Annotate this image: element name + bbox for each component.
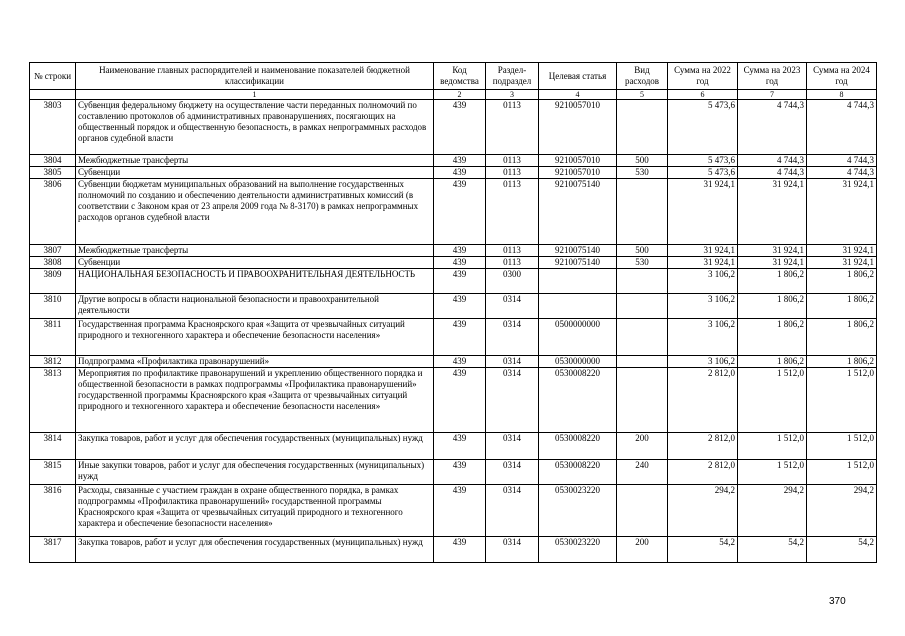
expense-type-cell: 500 (617, 155, 668, 167)
row-name-cell: НАЦИОНАЛЬНАЯ БЕЗОПАСНОСТЬ И ПРАВООХРАНИТЕЛЬНАЯ ДЕЯТЕЛЬНОСТЬ (76, 269, 434, 294)
header-target-item: Целевая статья (539, 63, 617, 90)
row-number-cell: 3810 (30, 294, 76, 319)
expense-type-cell: 500 (617, 245, 668, 257)
row-name-cell: Иные закупки товаров, работ и услуг для обеспечения государственных (муниципальных) нужд (76, 460, 434, 485)
row-number-cell: 3815 (30, 460, 76, 485)
header-department-code: Код ведомства (434, 63, 486, 90)
row-name-cell: Расходы, связанные с участием граждан в охране общественного порядка, в рамках подпрограммы «Профилактика правонарушений» государственной программы Красноярского края «Защита от чрезвычайных ситуаций природного и техногенного характера и обеспечение безопасности населения» (76, 485, 434, 537)
table-row (30, 100, 877, 155)
table-row (30, 167, 877, 179)
column-number-row (30, 90, 877, 100)
table-row (30, 356, 877, 368)
sum-2024-cell: 31 924,1 (807, 179, 877, 245)
expense-type-cell (617, 179, 668, 245)
sum-2024-cell: 1 512,0 (807, 433, 877, 460)
header-row (30, 63, 877, 90)
department-code-cell: 439 (434, 245, 486, 257)
row-number-cell: 3811 (30, 319, 76, 356)
column-number: 6 (668, 90, 738, 100)
section-code-cell: 0300 (486, 269, 539, 294)
row-name-cell: Субвенции (76, 167, 434, 179)
table-row (30, 179, 877, 245)
sum-2023-cell: 1 806,2 (738, 269, 807, 294)
department-code-cell: 439 (434, 319, 486, 356)
row-number-cell: 3809 (30, 269, 76, 294)
department-code-cell: 439 (434, 167, 486, 179)
column-number: 3 (486, 90, 539, 100)
column-number: 2 (434, 90, 486, 100)
target-item-cell: 0530023220 (539, 537, 617, 563)
target-item-cell: 9210075140 (539, 179, 617, 245)
sum-2022-cell: 3 106,2 (668, 269, 738, 294)
sum-2022-cell: 31 924,1 (668, 179, 738, 245)
sum-2023-cell: 294,2 (738, 485, 807, 537)
section-code-cell: 0314 (486, 356, 539, 368)
target-item-cell (539, 269, 617, 294)
table-row (30, 155, 877, 167)
target-item-cell: 0530008220 (539, 433, 617, 460)
table-row (30, 485, 877, 537)
sum-2024-cell: 4 744,3 (807, 155, 877, 167)
sum-2024-cell: 1 512,0 (807, 460, 877, 485)
sum-2023-cell: 4 744,3 (738, 155, 807, 167)
target-item-cell: 9210075140 (539, 245, 617, 257)
sum-2023-cell: 31 924,1 (738, 245, 807, 257)
column-number: 1 (76, 90, 434, 100)
sum-2023-cell: 1 806,2 (738, 294, 807, 319)
department-code-cell: 439 (434, 155, 486, 167)
section-code-cell: 0314 (486, 485, 539, 537)
section-code-cell: 0314 (486, 294, 539, 319)
expense-type-cell (617, 368, 668, 433)
budget-table (29, 62, 877, 563)
sum-2022-cell: 2 812,0 (668, 460, 738, 485)
header-sum-2023: Сумма на 2023 год (738, 63, 807, 90)
row-name-cell: Государственная программа Красноярского края «Защита от чрезвычайных ситуаций природного и техногенного характера и обеспечение безопасности населения» (76, 319, 434, 356)
row-name-cell: Подпрограмма «Профилактика правонарушений» (76, 356, 434, 368)
sum-2023-cell: 1 512,0 (738, 368, 807, 433)
row-number-cell: 3816 (30, 485, 76, 537)
expense-type-cell: 200 (617, 537, 668, 563)
row-number-cell: 3807 (30, 245, 76, 257)
sum-2024-cell: 4 744,3 (807, 167, 877, 179)
table-row (30, 269, 877, 294)
row-number-cell: 3803 (30, 100, 76, 155)
target-item-cell: 0530008220 (539, 460, 617, 485)
section-code-cell: 0314 (486, 460, 539, 485)
column-number: 8 (807, 90, 877, 100)
sum-2024-cell: 1 806,2 (807, 269, 877, 294)
expense-type-cell: 530 (617, 167, 668, 179)
column-number (30, 90, 76, 100)
table-row (30, 368, 877, 433)
sum-2022-cell: 31 924,1 (668, 257, 738, 269)
expense-type-cell (617, 100, 668, 155)
table-row (30, 319, 877, 356)
section-code-cell: 0113 (486, 167, 539, 179)
department-code-cell: 439 (434, 460, 486, 485)
table-row (30, 257, 877, 269)
department-code-cell: 439 (434, 179, 486, 245)
sum-2024-cell: 31 924,1 (807, 245, 877, 257)
row-name-cell: Закупка товаров, работ и услуг для обеспечения государственных (муниципальных) нужд (76, 433, 434, 460)
expense-type-cell (617, 319, 668, 356)
sum-2023-cell: 4 744,3 (738, 100, 807, 155)
sum-2022-cell: 5 473,6 (668, 167, 738, 179)
department-code-cell: 439 (434, 433, 486, 460)
sum-2022-cell: 31 924,1 (668, 245, 738, 257)
header-name: Наименование главных распорядителей и наименование показателей бюджетной классификации (76, 63, 434, 90)
sum-2024-cell: 1 806,2 (807, 356, 877, 368)
department-code-cell: 439 (434, 356, 486, 368)
department-code-cell: 439 (434, 537, 486, 563)
column-number: 7 (738, 90, 807, 100)
table-body (30, 100, 877, 563)
row-name-cell: Закупка товаров, работ и услуг для обеспечения государственных (муниципальных) нужд (76, 537, 434, 563)
row-name-cell: Межбюджетные трансферты (76, 245, 434, 257)
row-number-cell: 3817 (30, 537, 76, 563)
sum-2024-cell: 54,2 (807, 537, 877, 563)
sum-2022-cell: 54,2 (668, 537, 738, 563)
table-row (30, 245, 877, 257)
header-sum-2024: Сумма на 2024 год (807, 63, 877, 90)
sum-2024-cell: 31 924,1 (807, 257, 877, 269)
sum-2022-cell: 2 812,0 (668, 368, 738, 433)
sum-2024-cell: 294,2 (807, 485, 877, 537)
section-code-cell: 0314 (486, 537, 539, 563)
department-code-cell: 439 (434, 368, 486, 433)
sum-2023-cell: 1 512,0 (738, 460, 807, 485)
sum-2023-cell: 31 924,1 (738, 179, 807, 245)
sum-2022-cell: 5 473,6 (668, 100, 738, 155)
department-code-cell: 439 (434, 269, 486, 294)
section-code-cell: 0113 (486, 257, 539, 269)
target-item-cell: 0500000000 (539, 319, 617, 356)
table-row (30, 460, 877, 485)
section-code-cell: 0113 (486, 100, 539, 155)
row-name-cell: Другие вопросы в области национальной безопасности и правоохранительной деятельности (76, 294, 434, 319)
expense-type-cell (617, 356, 668, 368)
row-name-cell: Субвенции (76, 257, 434, 269)
department-code-cell: 439 (434, 294, 486, 319)
header-section: Раздел-подраздел (486, 63, 539, 90)
sum-2022-cell: 3 106,2 (668, 294, 738, 319)
target-item-cell: 9210075140 (539, 257, 617, 269)
row-number-cell: 3808 (30, 257, 76, 269)
row-number-cell: 3812 (30, 356, 76, 368)
row-name-cell: Мероприятия по профилактике правонарушений и укреплению общественного порядка и общественной безопасности в рамках подпрограммы «Профилактика правонарушений» государственной программы Красноярского края «Защита от чрезвычайных ситуаций природного и техногенного характера и обеспечение безопасности населения» (76, 368, 434, 433)
column-number: 5 (617, 90, 668, 100)
sum-2023-cell: 1 806,2 (738, 356, 807, 368)
table-row (30, 294, 877, 319)
sum-2024-cell: 1 806,2 (807, 319, 877, 356)
row-number-cell: 3805 (30, 167, 76, 179)
sum-2023-cell: 1 806,2 (738, 319, 807, 356)
header-sum-2022: Сумма на 2022 год (668, 63, 738, 90)
sum-2022-cell: 294,2 (668, 485, 738, 537)
sum-2024-cell: 4 744,3 (807, 100, 877, 155)
row-number-cell: 3813 (30, 368, 76, 433)
expense-type-cell (617, 269, 668, 294)
target-item-cell: 0530000000 (539, 356, 617, 368)
target-item-cell: 0530008220 (539, 368, 617, 433)
row-name-cell: Межбюджетные трансферты (76, 155, 434, 167)
sum-2022-cell: 3 106,2 (668, 356, 738, 368)
header-row-number: № строки (30, 63, 76, 90)
page-number: 370 (829, 596, 846, 607)
table-row (30, 433, 877, 460)
header-expense-type: Вид расходов (617, 63, 668, 90)
table-row (30, 537, 877, 563)
expense-type-cell: 200 (617, 433, 668, 460)
sum-2024-cell: 1 806,2 (807, 294, 877, 319)
row-name-cell: Субвенции бюджетам муниципальных образований на выполнение государственных полномочий по созданию и обеспечению деятельности административных комиссий (в соответствии с Законом края от 23 апреля 2009 года № 8-3170) в рамках непрограммных расходов органов судебной власти (76, 179, 434, 245)
department-code-cell: 439 (434, 257, 486, 269)
section-code-cell: 0314 (486, 368, 539, 433)
sum-2023-cell: 54,2 (738, 537, 807, 563)
row-name-cell: Субвенция федеральному бюджету на осуществление части переданных полномочий по составлению протоколов об административных правонарушениях, посягающих на общественный порядок и общественную безопасность, в рамках непрограммных расходов органов судебной власти (76, 100, 434, 155)
section-code-cell: 0314 (486, 433, 539, 460)
column-number: 4 (539, 90, 617, 100)
row-number-cell: 3814 (30, 433, 76, 460)
sum-2023-cell: 31 924,1 (738, 257, 807, 269)
section-code-cell: 0113 (486, 245, 539, 257)
sum-2022-cell: 2 812,0 (668, 433, 738, 460)
sum-2023-cell: 4 744,3 (738, 167, 807, 179)
sum-2022-cell: 5 473,6 (668, 155, 738, 167)
row-number-cell: 3804 (30, 155, 76, 167)
target-item-cell (539, 294, 617, 319)
department-code-cell: 439 (434, 485, 486, 537)
section-code-cell: 0113 (486, 155, 539, 167)
expense-type-cell (617, 485, 668, 537)
section-code-cell: 0314 (486, 319, 539, 356)
row-number-cell: 3806 (30, 179, 76, 245)
department-code-cell: 439 (434, 100, 486, 155)
sum-2024-cell: 1 512,0 (807, 368, 877, 433)
expense-type-cell: 530 (617, 257, 668, 269)
target-item-cell: 9210057010 (539, 100, 617, 155)
target-item-cell: 0530023220 (539, 485, 617, 537)
section-code-cell: 0113 (486, 179, 539, 245)
target-item-cell: 9210057010 (539, 155, 617, 167)
expense-type-cell (617, 294, 668, 319)
target-item-cell: 9210057010 (539, 167, 617, 179)
sum-2022-cell: 3 106,2 (668, 319, 738, 356)
expense-type-cell: 240 (617, 460, 668, 485)
sum-2023-cell: 1 512,0 (738, 433, 807, 460)
